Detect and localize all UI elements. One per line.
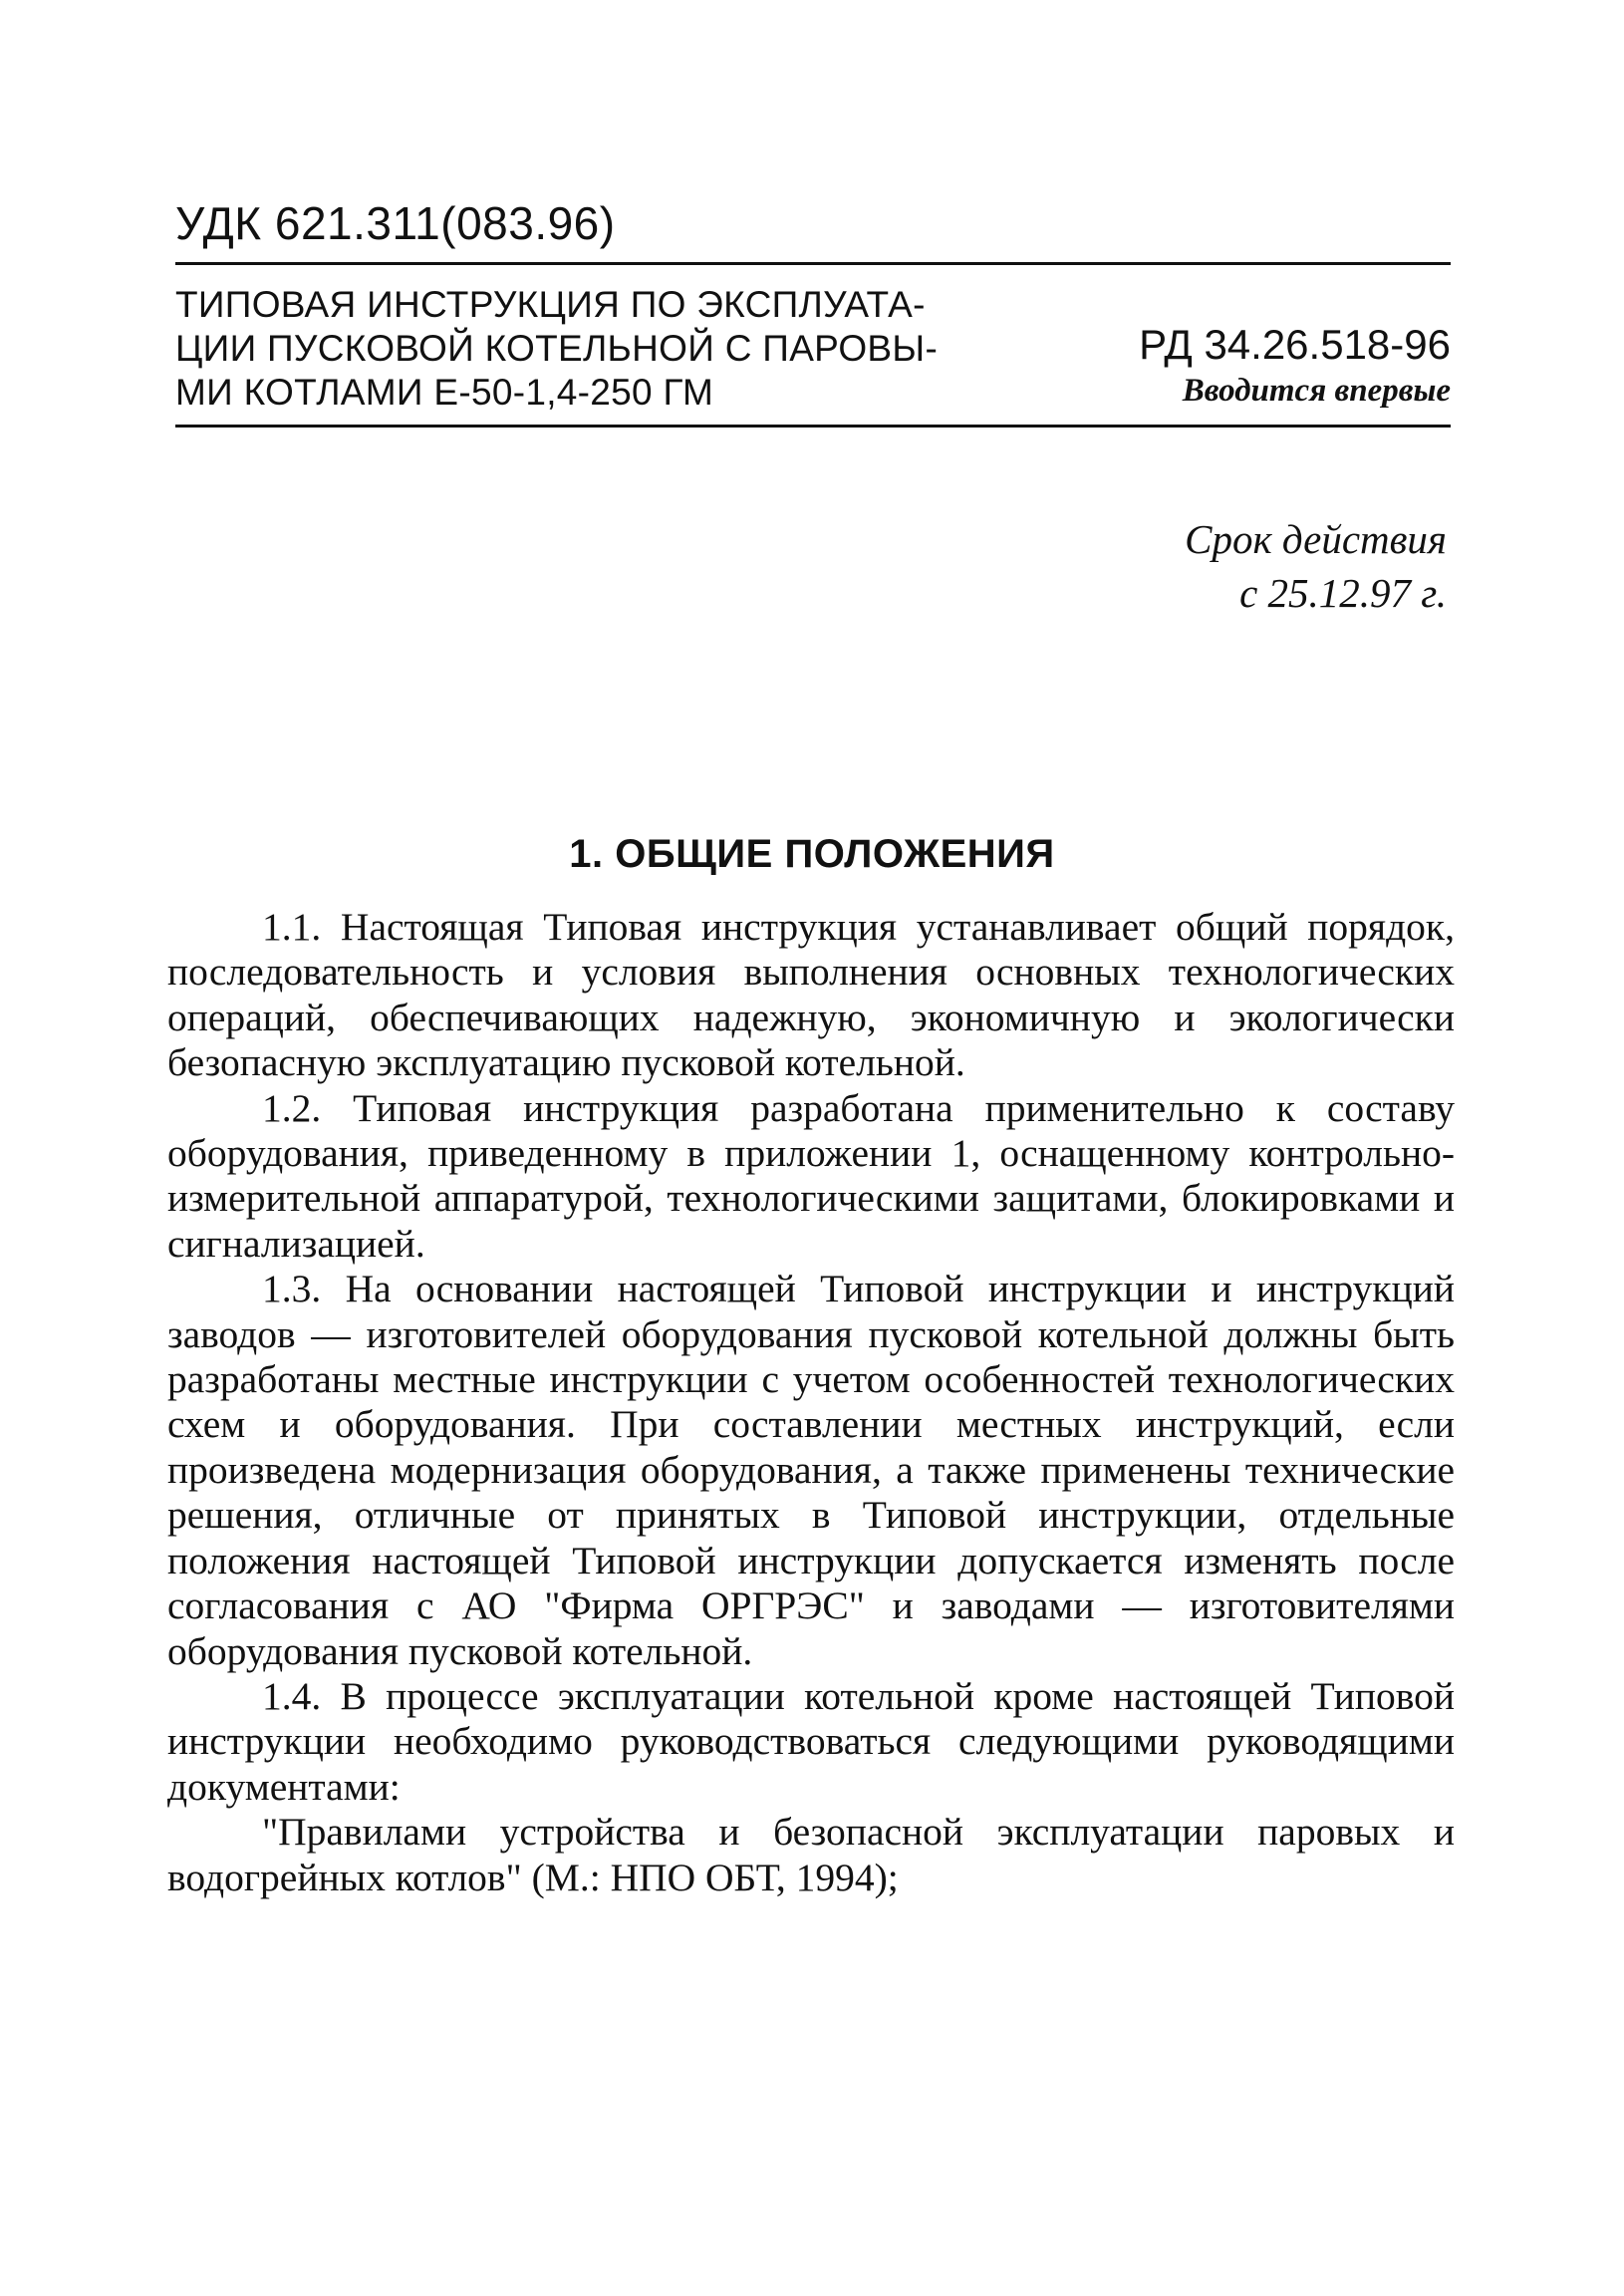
paragraph-1-1: 1.1. Настоящая Типовая инструкция устанавливает общий порядок, последовательность и условия выполнения основных технологических операций, обеспечивающих надежную, экономичную и экологически безопасную эксплуатацию пусковой котельной.: [167, 905, 1455, 1085]
paragraph-1-2: 1.2. Типовая инструкция разработана применительно к составу оборудования, приведенному в приложении 1, оснащенному контрольно-измерительной аппаратурой, технологическими защитами, блокировками и сигнализацией.: [167, 1085, 1455, 1266]
validity-period: [1185, 512, 1447, 620]
validity-label: Срок действия: [1185, 516, 1447, 562]
header-bottom-rule: [175, 425, 1451, 428]
udk-code: УДК 621.311(083.96): [175, 197, 616, 249]
document-title: [175, 283, 939, 415]
document-title-line: МИ КОТЛАМИ Е-50-1,4-250 ГМ: [175, 372, 714, 413]
document-code: РД 34.26.518-96: [1139, 321, 1451, 368]
paragraph-1-4: 1.4. В процессе эксплуатации котельной кроме настоящей Типовой инструкции необходимо руководствоваться следующими руководящими документами:: [167, 1673, 1455, 1809]
document-status: Вводится впервые: [1182, 373, 1451, 409]
header-top-rule: [175, 262, 1451, 265]
validity-date: с 25.12.97 г.: [1239, 570, 1447, 616]
paragraph-1-3: 1.3. На основании настоящей Типовой инструкции и инструкций заводов — изготовителей оборудования пусковой котельной должны быть разработаны местные инструкции с учетом особенностей технологических схем и оборудования. При составлении местных инструкций, если произведена модернизация оборудования, а также применены технические решения, отличные от принятых в Типовой инструкции, отдельные положения настоящей Типовой инструкции допускается изменять после согласования с АО "Фирма ОРГРЭС" и заводами — изготовителями оборудования пусковой котельной.: [167, 1267, 1455, 1673]
document-title-line: ТИПОВАЯ ИНСТРУКЦИЯ ПО ЭКСПЛУАТА-: [175, 284, 926, 325]
paragraph-reference-rules: "Правилами устройства и безопасной эксплуатации паровых и водогрейных котлов" (М.: НПО ОБТ, 1994);: [167, 1810, 1455, 1899]
section-body: [167, 905, 1455, 1900]
section-title: 1. ОБЩИЕ ПОЛОЖЕНИЯ: [569, 832, 1055, 876]
document-title-line: ЦИИ ПУСКОВОЙ КОТЕЛЬНОЙ С ПАРОВЫ-: [175, 328, 939, 369]
